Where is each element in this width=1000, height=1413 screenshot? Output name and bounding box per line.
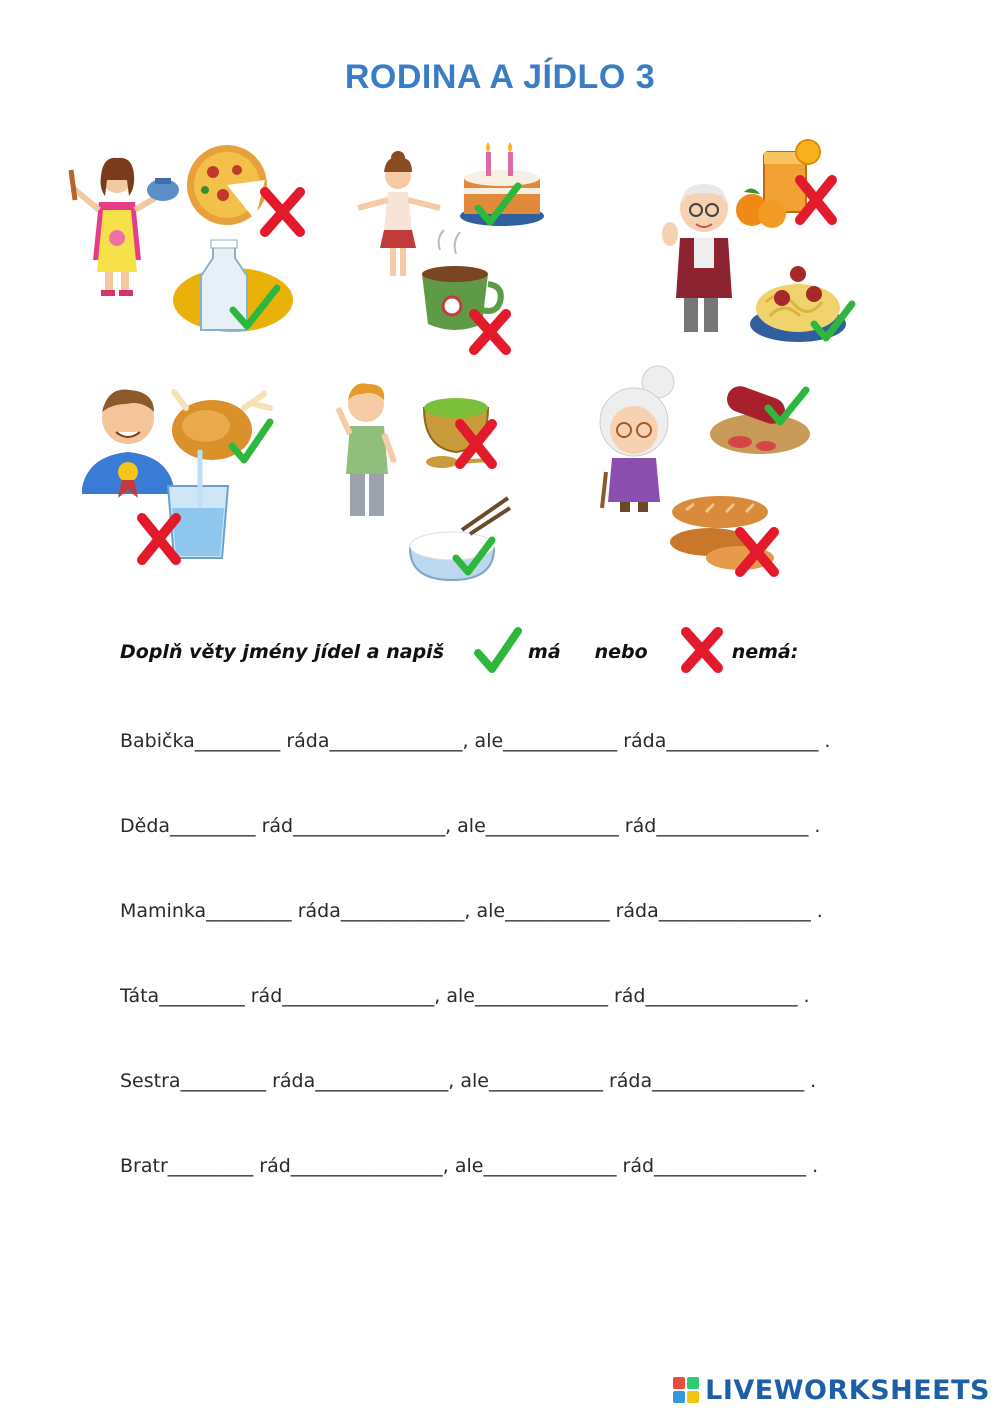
sentence-row[interactable]: Děda_________ rád________________, ale______________ rád________________ . bbox=[120, 815, 821, 837]
roast-chicken-illustration bbox=[172, 392, 270, 460]
group-grandfather bbox=[660, 138, 860, 353]
cross-icon bbox=[474, 314, 506, 350]
group-sister bbox=[352, 138, 562, 358]
brother-illustration bbox=[338, 383, 394, 516]
footer-brand bbox=[673, 1372, 990, 1408]
pizza-illustration bbox=[187, 145, 267, 225]
cross-icon bbox=[678, 626, 726, 679]
salami-illustration bbox=[710, 383, 810, 454]
sentence-row[interactable]: Táta_________ rád________________, ale______________ rád________________ . bbox=[120, 985, 810, 1007]
sentence-row[interactable]: Sestra_________ ráda______________, ale____________ ráda________________ . bbox=[120, 1070, 817, 1092]
group-grandmother bbox=[590, 362, 830, 582]
instruction-ma: má bbox=[528, 641, 561, 663]
instruction bbox=[120, 622, 880, 682]
instruction-text: Doplň věty jmény jídel a napiš bbox=[120, 641, 445, 663]
water-illustration bbox=[168, 450, 228, 558]
grandfather-illustration bbox=[662, 184, 732, 332]
grandmother-illustration bbox=[600, 366, 674, 512]
sister-illustration bbox=[358, 151, 440, 276]
cross-icon bbox=[265, 192, 300, 232]
group-father bbox=[78, 378, 278, 573]
instruction-nebo: nebo bbox=[594, 641, 648, 663]
brand-name: LIVEWORKSHEETS bbox=[705, 1374, 990, 1406]
mother-illustration bbox=[71, 158, 179, 296]
page-title: RODINA A JÍDLO 3 bbox=[344, 58, 656, 96]
cross-icon bbox=[142, 518, 176, 560]
father-illustration bbox=[82, 389, 174, 498]
instruction-nema: nemá: bbox=[731, 641, 799, 663]
birthday-cake-illustration bbox=[460, 142, 544, 226]
check-icon bbox=[474, 627, 522, 678]
group-brother bbox=[330, 378, 515, 588]
group-mother bbox=[55, 140, 305, 340]
hot-chocolate-illustration bbox=[422, 230, 501, 330]
brand-logo-icon bbox=[673, 1377, 699, 1403]
sentence-row[interactable]: Maminka_________ ráda_____________, ale___________ ráda________________ . bbox=[120, 900, 823, 922]
sentence-row[interactable]: Babička_________ ráda______________, ale____________ ráda________________ . bbox=[120, 730, 831, 752]
sentence-row[interactable]: Bratr_________ rád________________, ale______________ rád________________ . bbox=[120, 1155, 819, 1177]
